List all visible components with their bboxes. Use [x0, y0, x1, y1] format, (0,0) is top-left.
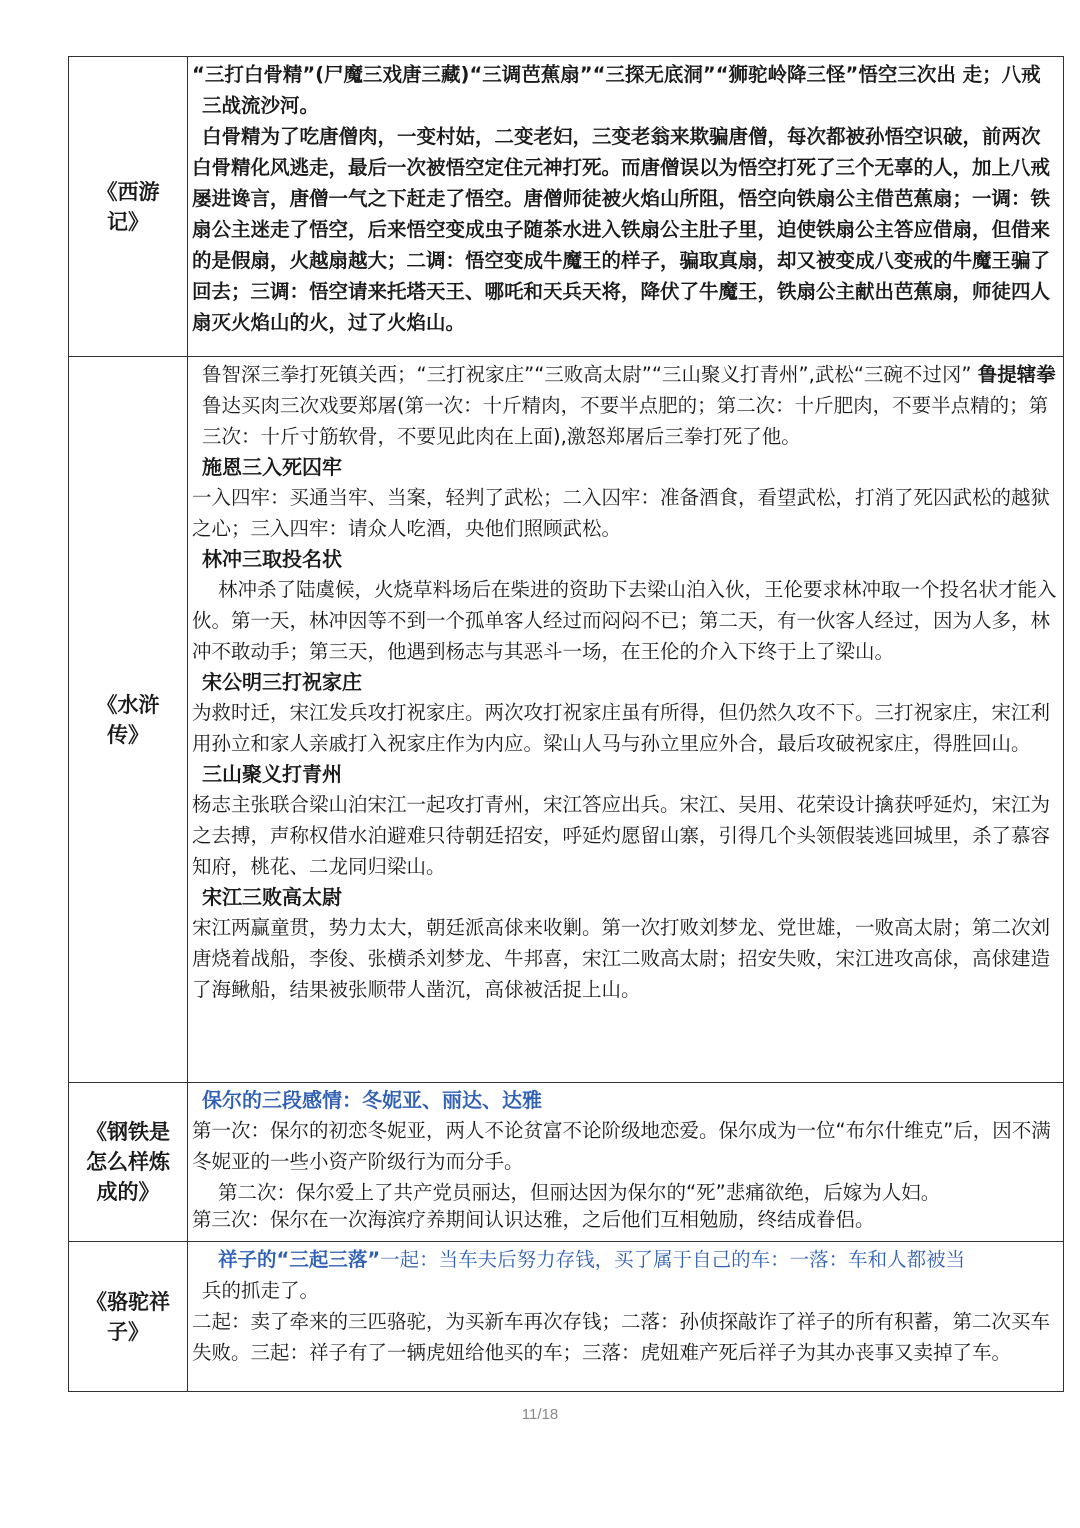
summary-paragraph: 一入四牢：买通当牢、当案，轻判了武松；二入囚牢：准备酒食，看望武松，打消了死囚武松的越狱之心；三入四牢：请众人吃酒，央他们照顾武松。	[192, 486, 1051, 540]
book-title-cell	[69, 57, 188, 357]
summary-table	[68, 56, 1064, 1392]
book-title: 《水浒传》	[96, 692, 160, 747]
summary-paragraph: 第二次：保尔爱上了共产党员丽达，但丽达因为保尔的“死”悲痛欲绝，后嫁为人妇。	[218, 1181, 941, 1204]
section-heading: 三山聚义打青州	[202, 762, 342, 786]
content-cell	[188, 1242, 1064, 1392]
summary-paragraph: 为救时迁，宋江发兵攻打祝家庄。两次攻打祝家庄虽有所得，但仍然久攻不下。三打祝家庄，宋江利用孙立和家人亲戚打入祝家庄作为内应。梁山人马与孙立里应外合，最后攻破祝家庄，得胜回山。	[192, 701, 1051, 755]
summary-line	[192, 359, 1059, 390]
content-cell	[188, 1083, 1064, 1242]
summary-paragraph: 林冲杀了陆虞候，火烧草料场后在柴进的资助下去梁山泊入伙，王伦要求林冲取一个投名状才能入伙。第一天，林冲因等不到一个孤单客人经过而闷闷不已；第二天，有一伙客人经过，因为人多，林冲不敢动手；第三天，他遇到杨志与其恶斗一场，在王伦的介入下终于上了梁山。	[192, 578, 1057, 663]
section-heading: 宋江三败高太尉	[202, 885, 342, 909]
content-cell	[188, 57, 1064, 357]
highlight-text: 一起：当车夫后努力存钱，买了属于自己的车：一落：车和人都被当	[380, 1248, 966, 1271]
table-row	[69, 1242, 1064, 1392]
section-heading: 施恩三入死囚牢	[202, 455, 342, 479]
intro-text: 鲁智深三拳打死镇关西；“三打祝家庄”“三败高太尉”“三山聚义打青州”,武松“三碗不过冈”	[202, 363, 972, 386]
summary-line: 兵的抓走了。	[202, 1279, 320, 1302]
summary-paragraph: 杨志主张联合梁山泊宋江一起攻打青州，宋江答应出兵。宋江、吴用、花荣设计擒获呼延灼，宋江为之去搏，声称权借水泊避难只待朝廷招安，呼延灼愿留山寨，引得几个头领假装逃回城里，杀了慕容知府，桃花、二龙同归梁山。	[192, 793, 1051, 878]
book-title: 《钢铁是怎么样炼成的》	[86, 1120, 170, 1204]
summary-line	[192, 1244, 1059, 1275]
section-heading: 保尔的三段感情：冬妮亚、丽达、达雅	[202, 1088, 542, 1112]
book-title: 《骆驼祥子》	[86, 1289, 170, 1344]
summary-paragraph: 白骨精为了吃唐僧肉，一变村姑，二变老妇，三变老翁来欺骗唐僧，每次都被孙悟空识破，前两次白骨精化风逃走，最后一次被悟空定住元神打死。而唐僧误以为悟空打死了三个无辜的人，加上八戒屡进谗言，唐僧一气之下赶走了悟空。唐僧师徒被火焰山所阻，悟空向铁扇公主借芭蕉扇；一调：铁扇公主迷走了悟空，后来悟空变成虫子随茶水进入铁扇公主肚子里，迫使铁扇公主答应借扇，但借来的是假扇，火越扇越大；二调：悟空变成牛魔王的样子，骗取真扇，却又被变成八变戒的牛魔王骗了回去；三调：悟空请来托塔天王、哪吒和天兵天将，降伏了牛魔王，铁扇公主献出芭蕉扇，师徒四人扇灭火焰山的火，过了火焰山。	[192, 125, 1051, 334]
book-title-cell	[69, 357, 188, 1083]
table-row	[69, 57, 1064, 357]
section-heading: 宋公明三打祝家庄	[202, 670, 362, 694]
section-heading: 林冲三取投名状	[202, 547, 342, 571]
table-row	[69, 1083, 1064, 1242]
book-title-cell	[69, 1083, 188, 1242]
summary-paragraph: 第一次：保尔的初恋冬妮亚，两人不论贫富不论阶级地恋爱。保尔成为一位“布尔什维克”后，因不满冬妮亚的一些小资产阶级行为而分手。	[192, 1119, 1051, 1173]
page-number: 11/18	[521, 1406, 559, 1423]
summary-paragraph: 第三次：保尔在一次海滨疗养期间认识达雅，之后他们互相勉励，终结成眷侣。	[192, 1208, 875, 1231]
section-heading: 祥子的“三起三落”	[218, 1248, 381, 1271]
intro-bold-text: 鲁提辖拳	[977, 363, 1056, 386]
book-title-cell	[69, 1242, 188, 1392]
summary-line: “三打白骨精”(尸魔三戏唐三藏)“三调芭蕉扇”“三探无底洞”“狮驼岭降三怪”悟空三次出 走；八戒	[192, 63, 1041, 86]
book-title: 《西游记》	[96, 179, 160, 234]
summary-paragraph: 鲁达买肉三次戏要郑屠(第一次：十斤精肉，不要半点肥的；第二次：十斤肥肉，不要半点精的；第三次：十斤寸筋软骨，不要见此肉在上面),激怒郑屠后三拳打死了他。	[202, 394, 1049, 448]
summary-line: 三战流沙河。	[202, 94, 320, 117]
content-cell	[188, 357, 1064, 1083]
summary-paragraph: 宋江两赢童贯，势力太大，朝廷派高俅来收剿。第一次打败刘梦龙、党世雄，一败高太尉；第二次刘唐烧着战船，李俊、张横杀刘梦龙、牛邦喜，宋江二败高太尉；招安失败，宋江进攻高俅，高俅建造了海鳅船，结果被张顺带人凿沉，高俅被活捉上山。	[192, 916, 1051, 1001]
summary-paragraph: 二起：卖了牵来的三匹骆驼，为买新车再次存钱；二落：孙侦探敲诈了祥子的所有积蓄，第二次买车失败。三起：祥子有了一辆虎妞给他买的车；三落：虎妞难产死后祥子为其办丧事又卖掉了车。	[192, 1310, 1051, 1364]
table-row	[69, 357, 1064, 1083]
